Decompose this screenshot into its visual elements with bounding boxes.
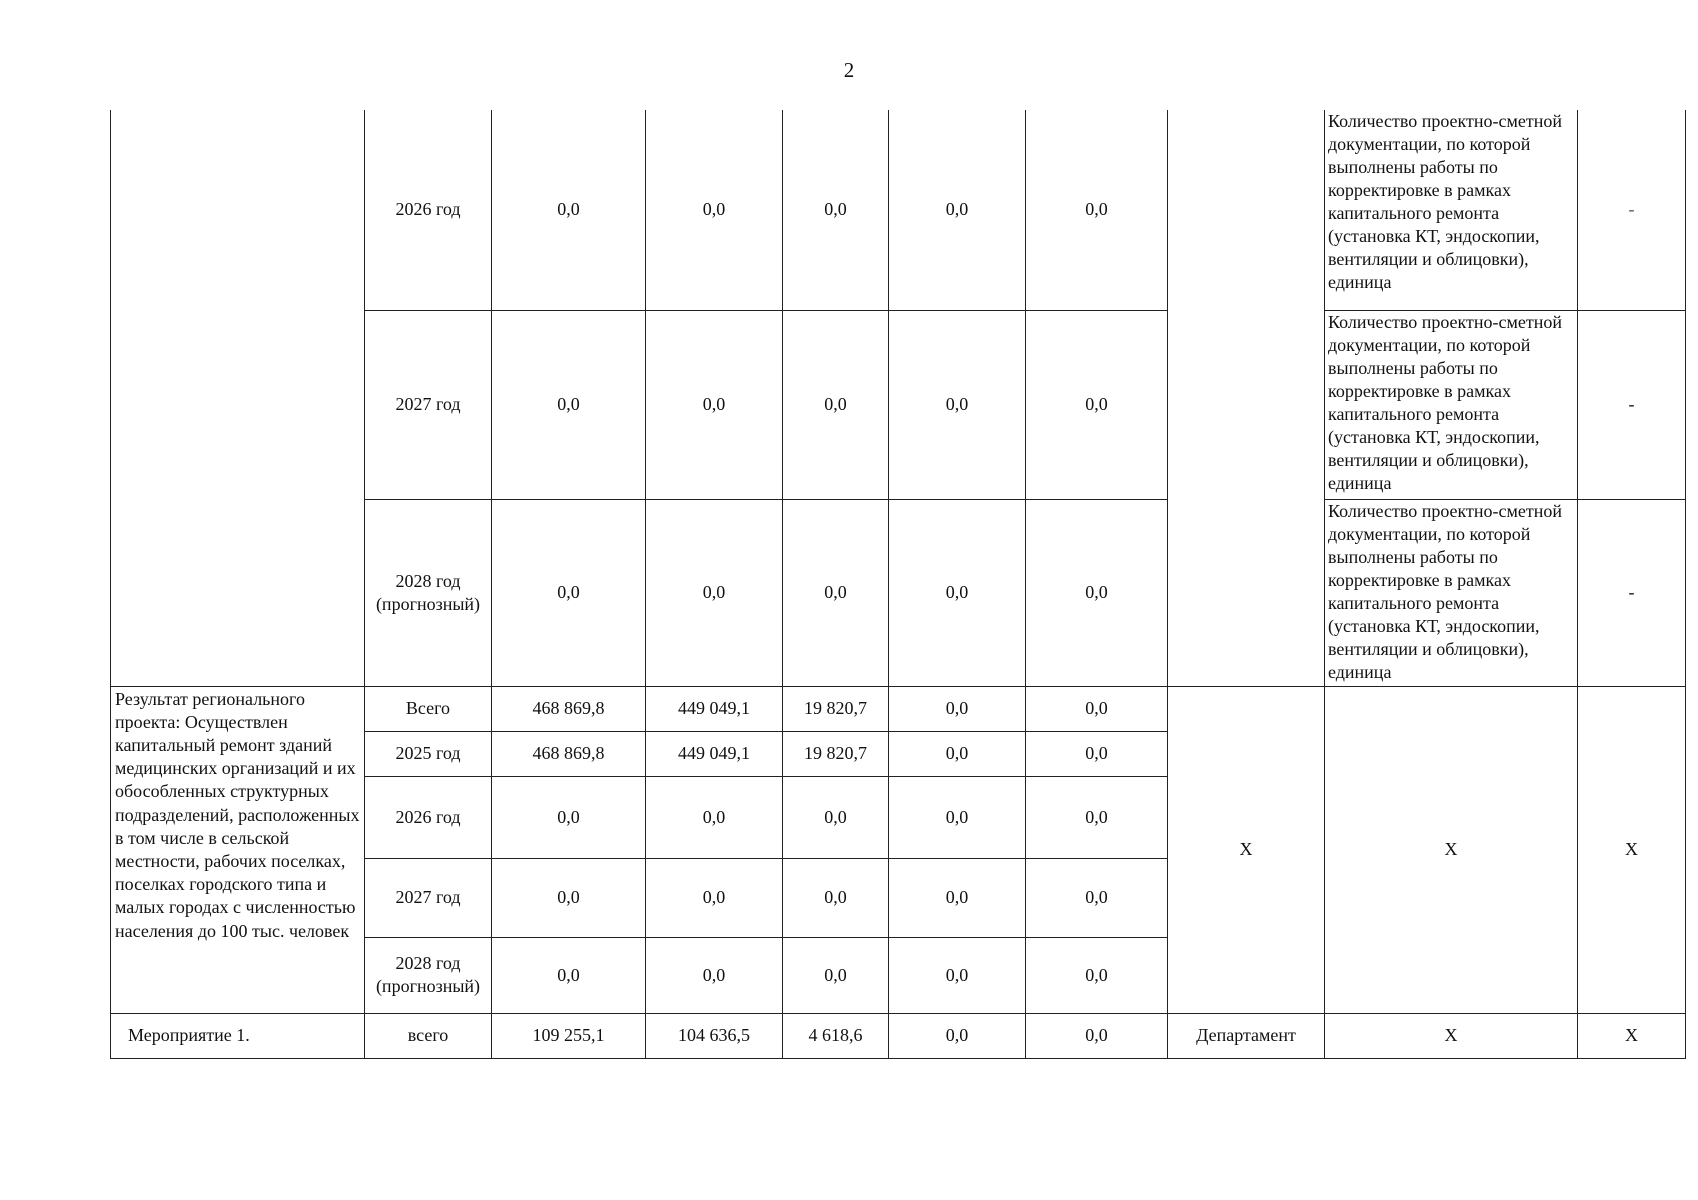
value-cell: 0,0 [646, 499, 783, 686]
period-cell: 2028 год (прогнозный) [365, 937, 492, 1013]
indicator-value-cell: - [1578, 310, 1686, 499]
value-cell: 104 636,5 [646, 1013, 783, 1058]
result-label-cell: Результат регионального проекта: Осуществлен капитальный ремонт зданий медицинских организаций и их обособленных структурных подразделений, расположенных в том числе в сельской местности, рабочих поселках, поселках городского типа и малых городах с численностью населения до 100 тыс. человек [111, 686, 365, 1013]
value-cell: 0,0 [889, 310, 1026, 499]
continued-executor-cell [1168, 110, 1325, 686]
period-cell: 2026 год [365, 776, 492, 858]
value-cell: 0,0 [889, 499, 1026, 686]
period-cell: 2026 год [365, 110, 492, 310]
value-cell: 0,0 [783, 110, 889, 310]
value-cell: 468 869,8 [492, 731, 646, 776]
value-cell: 4 618,6 [783, 1013, 889, 1058]
indicator-cell: Количество проектно-сметной документации, по которой выполнены работы по корректировке в рамках капитального ремонта (установка КТ, эндоскопии, вентиляции и облицовки), единица [1325, 499, 1578, 686]
indicator-cell: Количество проектно-сметной документации, по которой выполнены работы по корректировке в рамках капитального ремонта (установка КТ, эндоскопии, вентиляции и облицовки), единица [1325, 310, 1578, 499]
indicator-value-cell: X [1578, 686, 1686, 1013]
table-row [111, 110, 1686, 310]
period-cell: всего [365, 1013, 492, 1058]
value-cell: 0,0 [783, 499, 889, 686]
indicator-value-cell: - [1578, 499, 1686, 686]
value-cell: 0,0 [492, 110, 646, 310]
indicator-value-cell: - [1578, 110, 1686, 310]
page-number: 2 [843, 58, 855, 82]
value-cell: 0,0 [783, 937, 889, 1013]
value-cell: 0,0 [889, 110, 1026, 310]
period-cell: 2028 год (прогнозный) [365, 499, 492, 686]
executor-cell: X [1168, 686, 1325, 1013]
table-row [111, 686, 1686, 731]
value-cell: 0,0 [492, 937, 646, 1013]
value-cell: 0,0 [889, 776, 1026, 858]
value-cell: 0,0 [1026, 858, 1168, 937]
value-cell: 0,0 [889, 858, 1026, 937]
period-cell: 2025 год [365, 731, 492, 776]
value-cell: 0,0 [1026, 731, 1168, 776]
value-cell: 0,0 [492, 858, 646, 937]
value-cell: 19 820,7 [783, 686, 889, 731]
value-cell: 0,0 [492, 499, 646, 686]
executor-cell: Департамент [1168, 1013, 1325, 1058]
budget-table [110, 110, 1686, 1059]
value-cell: 0,0 [646, 310, 783, 499]
value-cell: 449 049,1 [646, 731, 783, 776]
value-cell: 0,0 [889, 731, 1026, 776]
value-cell: 0,0 [492, 310, 646, 499]
value-cell: 0,0 [783, 310, 889, 499]
value-cell: 0,0 [492, 776, 646, 858]
value-cell: 0,0 [1026, 310, 1168, 499]
value-cell: 0,0 [1026, 776, 1168, 858]
indicator-cell: X [1325, 686, 1578, 1013]
period-cell: 2027 год [365, 310, 492, 499]
value-cell: 0,0 [1026, 110, 1168, 310]
value-cell: 19 820,7 [783, 731, 889, 776]
value-cell: 0,0 [783, 776, 889, 858]
indicator-cell: X [1325, 1013, 1578, 1058]
value-cell: 0,0 [646, 110, 783, 310]
period-cell: Всего [365, 686, 492, 731]
value-cell: 0,0 [889, 937, 1026, 1013]
continued-label-cell [111, 110, 365, 686]
value-cell: 0,0 [783, 858, 889, 937]
value-cell: 468 869,8 [492, 686, 646, 731]
event-label-cell: Мероприятие 1. [111, 1013, 365, 1058]
value-cell: 0,0 [889, 1013, 1026, 1058]
table-row [111, 1013, 1686, 1058]
value-cell: 0,0 [646, 858, 783, 937]
value-cell: 0,0 [1026, 1013, 1168, 1058]
value-cell: 449 049,1 [646, 686, 783, 731]
value-cell: 0,0 [646, 937, 783, 1013]
indicator-value-cell: X [1578, 1013, 1686, 1058]
value-cell: 0,0 [1026, 937, 1168, 1013]
value-cell: 0,0 [1026, 686, 1168, 731]
period-cell: 2027 год [365, 858, 492, 937]
value-cell: 0,0 [1026, 499, 1168, 686]
value-cell: 109 255,1 [492, 1013, 646, 1058]
value-cell: 0,0 [646, 776, 783, 858]
indicator-cell: Количество проектно-сметной документации, по которой выполнены работы по корректировке в рамках капитального ремонта (установка КТ, эндоскопии, вентиляции и облицовки), единица [1325, 110, 1578, 310]
value-cell: 0,0 [889, 686, 1026, 731]
